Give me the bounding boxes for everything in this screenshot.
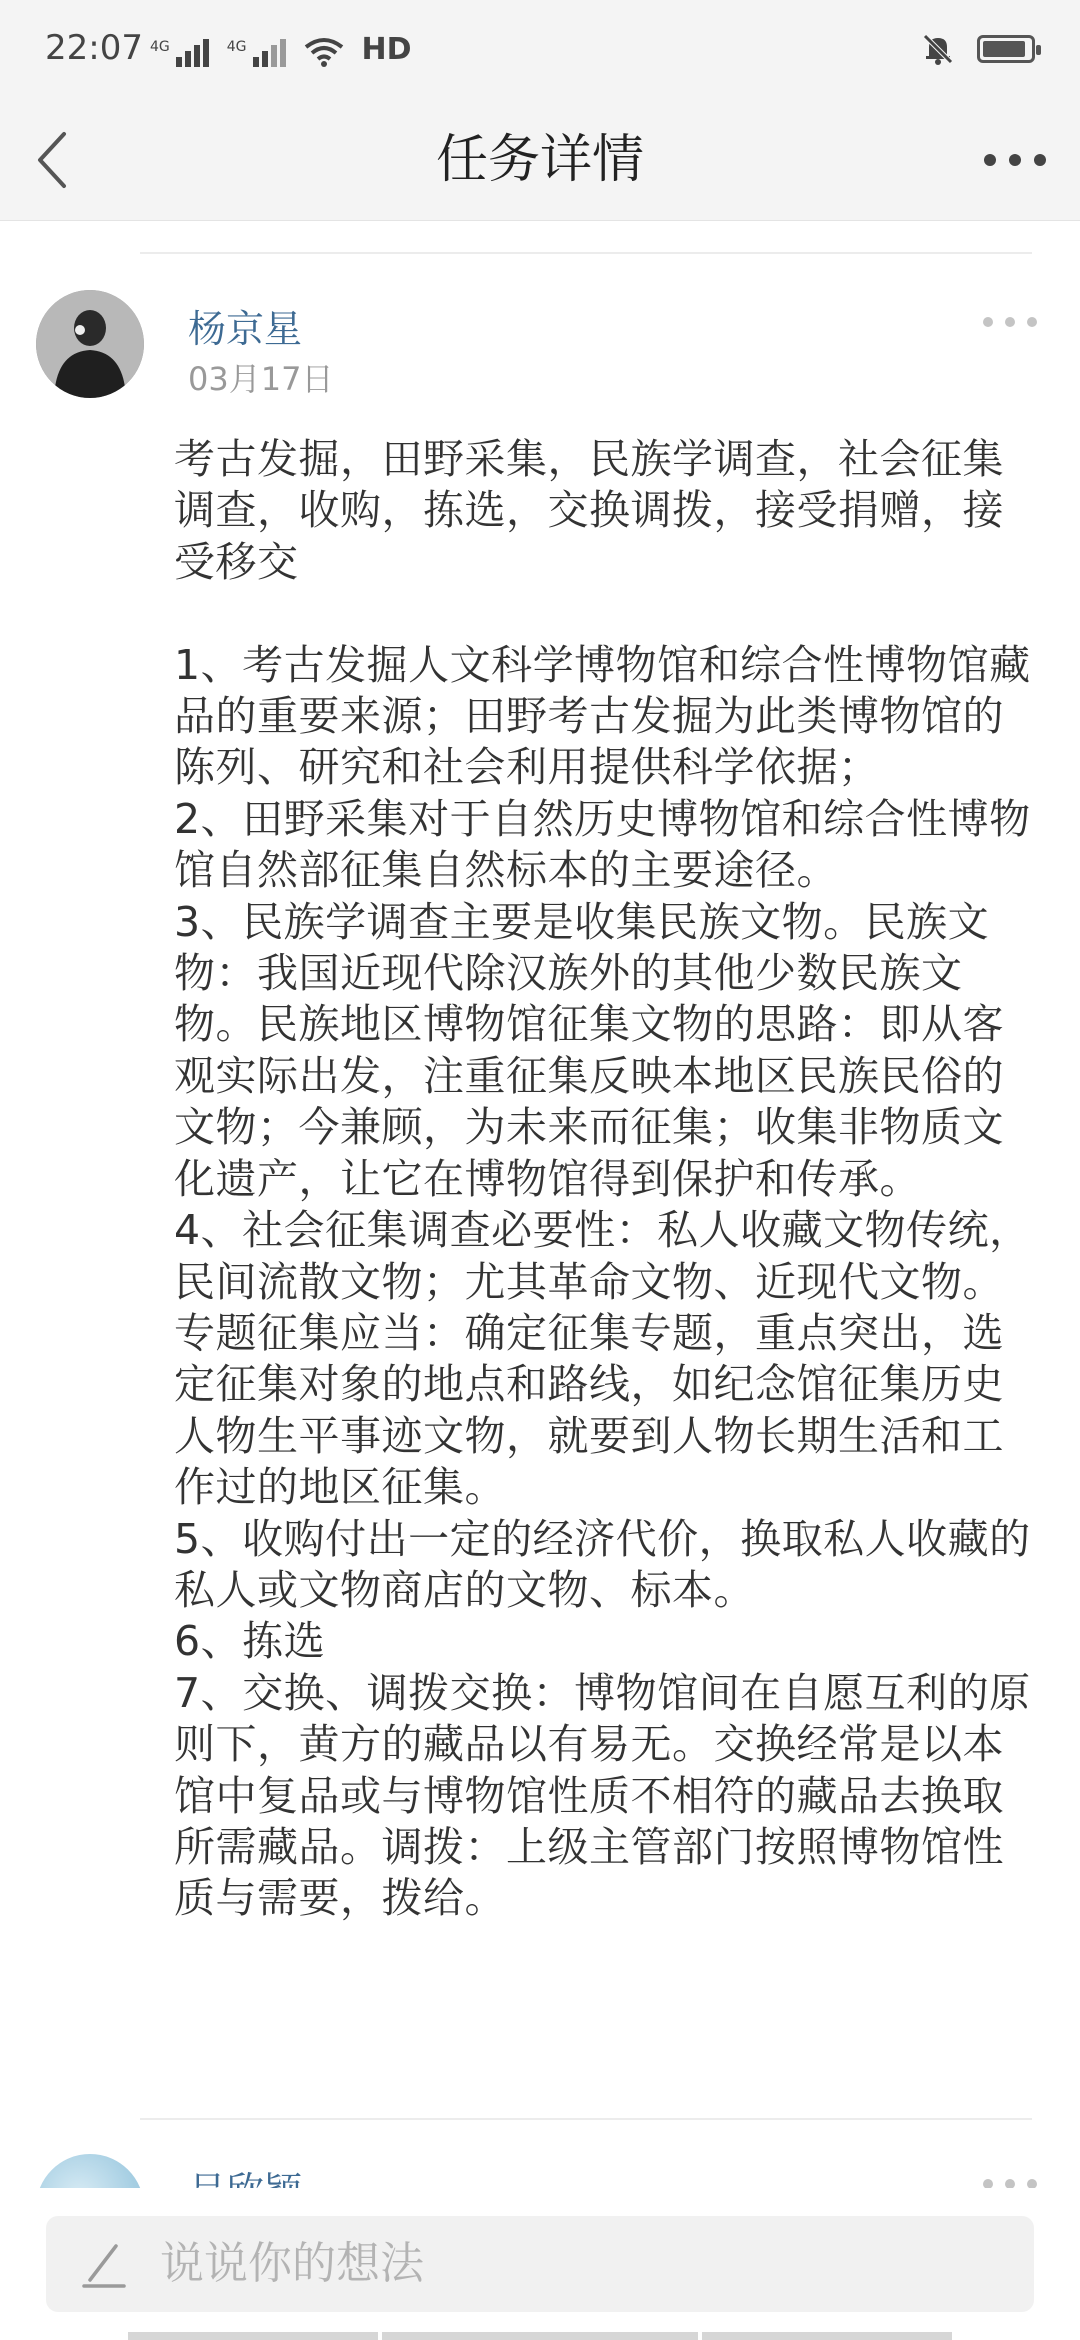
status-right <box>921 32 1035 66</box>
hd-label: HD <box>361 32 412 67</box>
network-type-label: 4G <box>150 39 170 55</box>
pen-icon <box>76 2236 132 2292</box>
post-content: 考古发掘，田野采集，民族学调查，社会征集调查，收购，拣选，交换调拨，接受捐赠，接受移交 1、考古发掘人文科学博物馆和综合性博物馆藏品的重要来源；田野考古发掘为此类博物馆的陈列、研究和社会利用提供科学依据； 2、田野采集对于自然历史博物馆和综合性博物馆自然部征集自然标本的主要途径。 3、民族学调查主要是收集民族文物。民族文物：我国近现代除汉族外的其他少数民族文物。民族地区博物馆征集文物的思路：即从客观实际出发，注重征集反映本地区民族民俗的文物；今兼顾，为未来而征集；收集非物质文化遗产，让它在博物馆得到保护和传承。 4、社会征集调查必要性：私人收藏文物传统，民间流散文物；尤其革命文物、近现代文物。专题征集应当：确定征集专题，重点突出，选定征集对象的地点和路线，如纪念馆征集历史人物生平事迹文物，就要到人物长期生活和工作过的地区征集。 5、收购付出一定的经济代价，换取私人收藏的私人或文物商店的文物、标本。 6、拣选 7、交换、调拨交换：博物馆间在自愿互利的原则下，黄方的藏品以有易无。交换经常是以本馆中复品或与博物馆性质不相符的藏品去换取所需藏品。调拨：上级主管部门按照博物馆性质与需要，拨给。 <box>174 435 1031 1923</box>
page-title: 任务详情 <box>435 130 644 190</box>
post-date: 03月17日 <box>188 360 334 398</box>
status-bar <box>0 0 1080 100</box>
divider <box>140 2118 1032 2120</box>
divider <box>140 252 1032 254</box>
network-type-label: 4G <box>226 39 247 55</box>
status-time: 22:07 <box>45 28 143 68</box>
more-dots-icon[interactable] <box>980 140 1050 180</box>
signal-icon <box>227 39 286 67</box>
author-name[interactable]: 杨京星 <box>188 307 303 351</box>
avatar[interactable] <box>36 290 144 398</box>
signal-icon <box>150 39 209 67</box>
more-dots-icon[interactable] <box>980 310 1040 334</box>
wifi-icon <box>304 37 344 67</box>
comment-placeholder: 说说你的想法 <box>160 2238 424 2289</box>
comment-input[interactable] <box>46 2216 1034 2312</box>
nav-bar <box>0 100 1080 221</box>
comment-bar <box>0 2188 1080 2340</box>
mute-icon <box>921 32 955 66</box>
user-photo-icon <box>36 290 144 398</box>
battery-icon <box>977 35 1035 63</box>
network-indicators <box>150 32 412 67</box>
home-indicator <box>0 2330 1080 2340</box>
